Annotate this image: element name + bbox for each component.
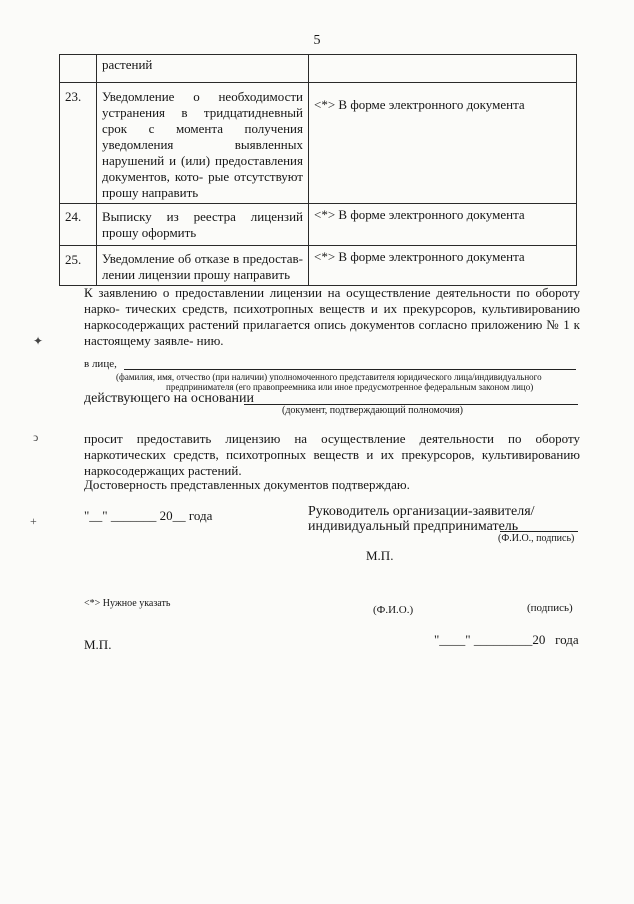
head-hint: (Ф.И.О., подпись): [498, 533, 575, 544]
margin-mark: ✦: [33, 334, 44, 348]
date-right: "____" _________20 года: [434, 632, 579, 647]
head-line-1: Руководитель организации-заявителя/: [308, 504, 535, 519]
table-row: [60, 204, 577, 246]
row-number: 23.: [60, 83, 97, 204]
row-form: <*> В форме электронного документа: [309, 246, 577, 286]
fio-label: (Ф.И.О.): [373, 604, 414, 616]
table-row: [60, 55, 577, 83]
row-number: 24.: [60, 204, 97, 246]
row-description: растений: [97, 55, 309, 83]
head-signature-line: [500, 531, 578, 532]
acting-hint: (документ, подтверждающий полномочия): [282, 405, 463, 416]
head-line-2: индивидуальный предприниматель: [308, 519, 519, 534]
row-description: Уведомление о необходимости устранения в тридцатидневный срок с момента получения уведомления выявленных нарушений и (или) предоставления документов, кото- рые отсутствуют прошу направить: [97, 83, 309, 204]
page-number: 5: [313, 33, 321, 48]
row-form: [309, 55, 577, 83]
row-number: [60, 55, 97, 83]
attachment-paragraph: К заявлению о предоставлении лицензии на осуществление деятельности по обороту нарко- тических средств, психотропных веществ и их прекурсоров, культивированию наркосодержащих растений прилагается опись документов согласно приложению № 1 к настоящему заявле- нию.: [84, 285, 580, 348]
row-form: <*> В форме электронного документа: [309, 204, 577, 246]
margin-mark: ↄ: [33, 430, 39, 444]
in-person-label: в лице,: [84, 358, 117, 370]
margin-mark: +: [30, 514, 37, 528]
table-row: [60, 83, 577, 204]
confirm-text: Достоверность представленных документов подтверждаю.: [84, 477, 410, 492]
footnote: <*> Нужное указать: [84, 598, 171, 609]
sign-label: (подпись): [527, 602, 573, 614]
in-person-hint-1: (фамилия, имя, отчество (при наличии) уполномоченного представителя юридического лица/индивидуального: [116, 372, 542, 382]
row-number: 25.: [60, 246, 97, 286]
in-person-hint-2: предпринимателя (его правопреемника или иное предусмотренное федеральным законом лицо): [166, 382, 534, 392]
acting-label: действующего на основании: [84, 391, 255, 406]
stamp-1: М.П.: [366, 548, 394, 563]
table-row: [60, 246, 577, 286]
row-form: <*> В форме электронного документа: [309, 83, 577, 204]
row-description: Выписку из реестра лицензий прошу оформить: [97, 204, 309, 246]
documents-table: [59, 54, 577, 286]
row-description: Уведомление об отказе в предостав- лении лицензии прошу направить: [97, 246, 309, 286]
date-left: "__" _______ 20__ года: [84, 508, 213, 523]
stamp-2: М.П.: [84, 637, 112, 652]
request-paragraph: просит предоставить лицензию на осуществление деятельности по обороту наркотических средств, психотропных веществ и их прекурсоров, культивированию наркосодержащих растений.: [84, 431, 580, 478]
in-person-line: [124, 369, 576, 370]
